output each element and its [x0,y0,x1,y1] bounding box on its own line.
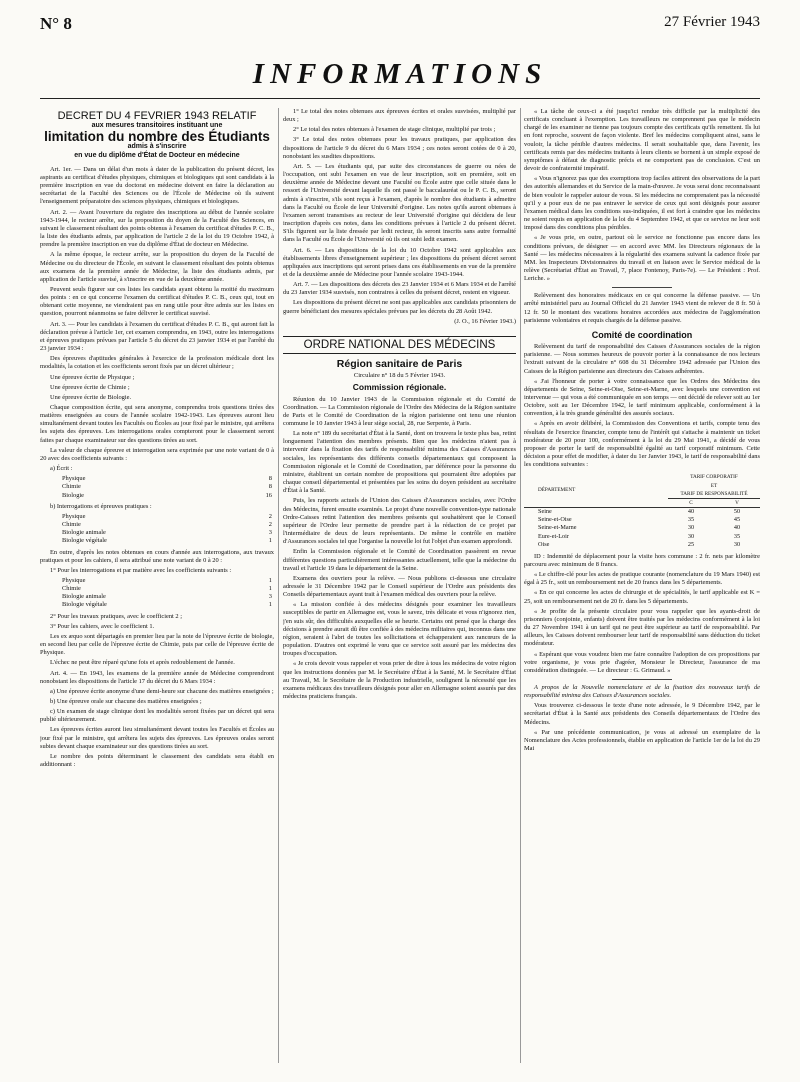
table-cell: Physique [62,512,86,520]
coefficient-table [40,513,274,546]
decret-main-title: limitation du nombre des Étudiants [44,129,270,145]
paragraph: c) Un examen de stage clinique dont les modalités seront fixées par un décret qui sera publié ultérieurement. [40,708,274,724]
table-cell: Biologie animale [62,529,106,537]
table-cell: 8 [268,483,272,491]
paragraph: Art. 2. — Avant l'ouverture du registre des inscriptions au début de l'année scolaire 1943-1944, le recteur arrête, sur la proposition du doyen de la Faculté des Sciences, en suivant le classement résultant des points obtenus à l'examen du certificat d'études P. C. B., la liste des étudiants admis, par application de l'article 2 de la loi du 19 Octobre 1942, à prendre la première inscription en vue du diplôme d'État de docteur en Médecine. [40,208,274,249]
paragraph: Art. 5. — Les étudiants qui, par suite des circonstances de guerre ou nées de l'occupation, ont subi l'examen en vue de leur inscription, soit en première, soit en deuxième année de Médecine devant une Faculté ou École autre que celle située dans le ressort de l'Université devant laquelle ils ont passé le baccalauréat ou le P. C. B., seront admis à s'inscrire, s'ils sont reçus à l'examen, d'après le nombre des étudiants à admettre dans la Faculté ou École de leur Université d'origine. Les notes qu'ils auront obtenues à l'examen seront transmises au recteur de leur Université d'origine qui décidera de leur inscription d'après ces notes, dans les conditions prévues à l'article 2 du présent décret. S'ils figurent sur la liste dressée par ledit recteur, ils seront inscrits sans autre formalité dans la Faculté ou École de l'Université où ils ont subi ledit examen. [283,162,516,244]
column-header-part: ET [710,482,718,489]
paragraph: 3° Le total des notes obtenues pour les travaux pratiques, par application des dispositions de l'article 9 du décret du 6 Mars 1934 ; ces notes seront cotées de 0 à 20, nonobstant les susdites dispositions. [283,136,516,160]
paragraph: A propos de la Nouvelle nomenclature et de la fixation des nouveaux tarifs de responsabilité minima des Caisses d'Assurances sociales. [524,684,760,700]
table-row [40,513,274,521]
column-2 [283,108,516,1068]
column-header: C [668,498,714,507]
table-cell: Seine-et-Oise [538,516,572,524]
table-cell: 1 [268,537,272,545]
paragraph: b) Une épreuve orale sur chacune des matières enseignées ; [50,698,202,705]
paragraph: A la même époque, le recteur arrête, sur la proposition du doyen de la Faculté de Médecine ou du directeur de l'École, en suivant le classement résultant des points obtenus aux examens de la première année de Médecine, la liste des étudiants admis, par application de l'article susvisé, à s'inscrire en vue de la deuxième année. [40,251,274,283]
paragraph: 1° Le total des notes obtenues aux épreuves écrites et orales susvisées, multiplié par deux ; [283,108,516,124]
paragraph: Une épreuve écrite de Chimie ; [50,383,130,391]
paragraph: En outre, d'après les notes obtenues en cours d'année aux interrogations, aux travaux pratiques et pour les cahiers, il sera attribué une note variant de 0 à 20 : [40,548,274,564]
table-cell: Biologie végétale [62,601,107,609]
table-row [524,516,760,524]
table-cell: 1 [268,576,272,584]
table-cell: Biologie végétale [62,537,107,545]
paragraph: 2° Pour les travaux pratiques, avec le coefficient 2 ; [50,612,182,620]
table-row [524,508,760,517]
paragraph: Réunion du 10 Janvier 1943 de la Commission régionale et du Comité de Coordination. — La Commission régionale de l'Ordre des Médecins de la Région sanitaire de Paris et le Comité de Coordination de la région parisienne ont tenu une réunion commune le 10 Janvier 1943 à leur siège social, 28, rue Serpente, à Paris. [283,395,516,427]
coefficient-table [40,475,274,499]
table-cell: 30 [687,524,695,532]
table-cell: 25 [687,540,695,548]
table-row [524,533,760,541]
table-cell: 3 [268,593,272,601]
table-cell: 8 [268,475,272,483]
region-heading: Région sanitaire de Paris [336,358,463,371]
paragraph: Chaque composition écrite, qui sera anonyme, comprendra trois questions tirées des matières enseignées au cours de l'année scolaire 1942-1943. Les épreuves auront lieu simultanément devant toutes les Facultés ou Écoles au jour fixé par le ministre, qui arrêtera les sujets des épreuves. Les interrogations orales compteront pour le classement seront faites par chaque examinateur sur des questions tirées au sort. [40,404,274,444]
section-heading: Comité de coordination [591,329,693,340]
table-cell: 2 [268,512,272,520]
table-row [40,492,274,500]
divider [612,287,672,288]
paragraph: L'échec ne peut être réparé qu'une fois et après redoublement de l'année. [50,659,235,667]
paragraph: Une épreuve écrite de Physique ; [50,373,135,381]
table-cell: Seine [538,508,552,516]
table-row [40,601,274,609]
column-header-part: TARIF CORPORATIF [690,474,738,481]
table-cell: 2 [268,521,272,529]
coefficient-table [40,577,274,610]
paragraph: Art. 7. — Les dispositions des décrets des 23 Janvier 1934 et 6 Mars 1934 et de l'arrêté du 23 Janvier 1934 susvisés, non contraires à celles du présent décret, restent en vigueur. [283,281,516,297]
decret-subtitle: aux mesures transitoires instituant une [91,122,223,130]
table-row [40,585,274,593]
table-cell: 1 [268,601,272,609]
table-cell: Eure-et-Loir [538,532,569,540]
page-title: INFORMATIONS [252,58,548,90]
table-cell: Oise [538,540,550,548]
paragraph: « En ce qui concerne les actes de chirurgie et de spécialités, le tarif applicable est K = 25, soit un remboursement net de 20 fr. dans les 5 départements. [524,589,760,605]
coefficient-group-label: a) Écrit : [50,465,73,473]
table-cell: 30 [687,532,695,540]
table-cell: 40 [733,524,741,532]
paragraph: Des épreuves d'aptitudes générales à l'exercice de la profession médicale dont les modalités, la cotation et les coefficients seront fixés par un décret ultérieur ; [40,355,274,371]
paragraph: Relèvement des honoraires médicaux en ce qui concerne la défense passive. — Un arrêté ministériel paru au Journal Officiel du 21 Janvier 1943 vient de relever de 8 fr. 50 à 12 fr. 50 le montant des vacations horaires accordées aux médecins de l'agglomération parisienne volontaires et requis chargés de la défense passive. [524,292,760,324]
paragraph: Relèvement du tarif de responsabilité des Caisses d'Assurances sociales de la région parisienne. — Nous sommes heureux de pouvoir porter à la connaissance de nos lecteurs l'extrait suivant de la circulaire n° 608 du 31 Décembre 1942 adressée par l'Union des Caisses de la Région parisienne aux directeurs des Caisses adhérentes. [524,343,760,375]
table-cell: Biologie animale [62,593,106,601]
column-header-part: TARIF DE RESPONSABILITÉ [680,490,748,497]
paragraph: Art. 3. — Pour les candidats à l'examen du certificat d'études P. C. B., qui auront fait la déclaration prévue à l'article 1er, cet examen comprendra, en 1943, outre les interrogations et épreuves pratiques prévues par l'article 5 du décret du 23 janvier 1934 et par l'arrêté du 23 janvier 1934 : [40,320,274,353]
paragraph: Art. 6. — Les dispositions de la loi du 10 Octobre 1942 sont applicables aux établissements libres d'enseignement supérieur ; les dispositions du présent décret seront appliquées aux inscriptions qui seront prises dans ces établissements en vue de la première et de la deuxième année de Médecine pour l'année scolaire 1943-1944. [283,246,516,278]
table-row [40,475,274,483]
issue-number: N° 8 [40,14,72,33]
table-cell: 16 [265,491,272,499]
paragraph: « Par une précédente communication, je vous ai adressé un exemplaire de la Nomenclature des Actes professionnels, établie en application de l'article 1er de la loi du 29 Mai [524,728,760,753]
paragraph: Une épreuve écrite de Biologie. [50,393,132,401]
table-row [40,593,274,601]
tariff-table [524,473,760,548]
paragraph: 2° Le total des notes obtenues à l'examen de stage clinique, multiplié par trois ; [293,126,496,134]
paragraph: « Espérant que vous voudrez bien me faire connaître l'adoption de ces propositions par votre organisme, je vous prie d'agréer, Monsieur le Directeur, l'assurance de ma considération distinguée. — Le directeur : G. Grimaud. » [524,650,760,674]
table-row [40,577,274,585]
subsection-heading: Commission régionale. [352,382,447,393]
table-cell: Physique [62,475,86,483]
divider [612,679,672,680]
decret-subtitle: en vue du diplôme d'État de Docteur en médecine [74,151,240,159]
column-divider [278,108,279,1063]
paragraph: Les épreuves écrites auront lieu simultanément devant toutes les Facultés et Écoles au jour fixé par le ministre, qui arrêtera les sujets des épreuves. Les épreuves orales seront subies devant chaque examinateur sur des questions tirées au sort. [40,726,274,750]
table-cell: Chimie [62,483,81,491]
table-cell: Seine-et-Marne [538,524,577,532]
decret-heading [40,112,274,160]
table-cell: 30 [733,540,741,548]
paragraph: Art. 4. — En 1943, les examens de la première année de Médecine comprendront nonobstant les dispositions de l'article 17 du décret du 6 Mars 1934 : [40,669,274,685]
column-header [668,473,760,498]
issue-date: 27 Février 1943 [664,14,760,30]
table-row [524,541,760,549]
decret-subtitle: admis à s'inscrire [127,143,187,151]
paragraph: « Je profite de la présente circulaire pour vous rappeler que les ayants-droit de prisonniers (conjointe, enfants) doivent être traités par les médecins conformément à la loi du 27 Novembre 1941 à un tarif qui ne peut être supérieur au tarif de responsabilité. Par ailleurs, les Caisses doivent rembourser leur tarif de responsabilité sans déduction du ticket modérateur. [524,607,760,648]
paragraph: Les dispositions du présent décret ne sont pas applicables aux candidats prisonniers de guerre bénéficiant des mesures spéciales prévues par les décrets du 28 Août 1942. [283,299,516,315]
coefficient-group-label: b) Interrogations et épreuves pratiques : [50,502,152,510]
table-cell: Chimie [62,585,81,593]
paragraph: ID : Indemnité de déplacement pour la visite hors commune : 2 fr. nets par kilomètre parcouru avec minimum de 8 francs. [524,552,760,568]
table-row [40,529,274,537]
paragraph: 3° Pour les cahiers, avec le coefficient 1. [50,622,155,630]
table-cell: 1 [268,585,272,593]
table-cell: Physique [62,576,86,584]
paragraph: Le nombre des points déterminant le classement des candidats sera établi en additionnant : [40,752,274,769]
decret-title: DECRET DU 4 FEVRIER 1943 RELATIF [57,110,257,122]
column-divider [520,108,521,1063]
table-row [40,537,274,545]
column-header: V [714,498,760,507]
table-row [524,524,760,532]
paragraph: Vous trouverez ci-dessous le texte d'une note adressée, le 9 Décembre 1942, par le secrétariat d'État à la Santé aux présidents des Conseils départementaux de l'Ordre des Médecins. [524,702,760,726]
paragraph: « Le chiffre-clé pour les actes de pratique courante (nomenclature du 19 Mars 1940) est égal à 25 fr., soit un remboursement net de 20 francs dans les 5 départements. [524,571,760,587]
paragraph: La valeur de chaque épreuve et interrogation sera exprimée par une note variant de 0 à 20 avec des coefficients suivants : [40,446,274,462]
table-cell: Biologie [62,491,85,499]
section-heading: ORDRE NATIONAL DES MÉDECINS [283,336,516,354]
table-header-row [524,473,760,498]
paragraph: Examens des ouvriers pour la relève. — Nous publions ci-dessous une circulaire adressée le 31 Décembre 1942 par le Conseil supérieur de l'Ordre aux présidents des Conseils départementaux ayant trait à l'examen médical des ouvriers pour la relève. [283,574,516,599]
paragraph: Art. 1er. — Dans un délai d'un mois à dater de la publication du présent décret, les aspirants au certificat d'études physiques, chimiques et biologiques qui sont candidats à la première inscription en vue du doctorat en médecine doivent en faire la déclaration au secrétariat de la Faculté des Sciences ou de l'École de Médecine où ils suivent l'enseignement préparatoire des sciences physiques, chimiques et biologiques. [40,165,274,206]
table-cell: 35 [733,532,741,540]
paragraph: « Après en avoir délibéré, la Commission des Conventions et tarifs, compte tenu des résultats de l'exercice financier, compte tenu de l'intérêt qui s'attache à maintenir un ticket modérateur de 20 pour 100, conformément à la loi du 29 Mai 1941, a décidé de vous proposer de porter le tarif de responsabilité égalité au tarif corporatif minimum. Cette décision a pour effet de modifier, à dater du 1er Janvier 1943, le tarif de responsabilité dans les conditions suivantes : [524,420,760,469]
table-cell: 50 [733,508,741,516]
paragraph: Peuvent seuls figurer sur ces listes les candidats ayant obtenu la moitié du maximum des points : en ce qui concerne l'examen du certificat d'études P. C. B., ceux qui, tout en obtenant cette moyenne, ne viendraient pas en rang utile pour être admis sur les listes en question, pourront néanmoins se faire délivrer le certificat susvisé. [40,285,274,318]
paragraph: « La mission confiée à des médecins désignés pour examiner les travailleurs susceptibles de partir en Allemagne est, vous le savez, très délicate et vous n'ignorez rien, j'en suis sûr, des difficultés auxquelles elle se heurte. Certains ont pensé que la charge des décisions à prendre aurait dû être confiée à des médecins militaires qui, inconnus dans une région, seraient à l'abri de toutes les sollicitations et échapperaient aux rancœurs de la population. D'autres ont exprimé le vœu que ce service soit assuré par les médecins des troupes d'occupation. [283,601,516,658]
column-3 [524,108,760,1068]
paragraph: 1° Pour les interrogations et par matière avec les coefficients suivants : [50,566,232,574]
paragraph: Les ex æquo sont départagés en premier lieu par la note de l'épreuve écrite de biologie, en second lieu par celle de l'épreuve écrite de Chimie, puis par celle de l'épreuve écrite de Physique. [40,632,274,657]
paragraph: « Je vous prie, en outre, partout où le service ne fonctionne pas encore dans les conditions prévues, de désigner — en accord avec MM. les Directeurs régionaux de la Santé — les médecins nécessaires à la régularité des examens suivant la cadence fixée par MM. les Inspecteurs Divisionnaires du travail et en liaison avec le Service médical de la relève (Secrétariat d'État au Travail, 7, place Fontenoy, Paris-7e). — Le Président : Prof. Leriche. » [524,234,760,283]
paragraph: « J'ai l'honneur de porter à votre connaissance que les Ordres des Médecins des départements de Seine, Seine-et-Oise, Seine-et-Marne, avec lesquels une convention est intervenue — qui vous a été communiquée en son temps — ont décidé de relever soit au 1er Octobre, soit au 1er Décembre 1942, le tarif minimum applicable, conformément à la convention, à la très grande généralité des assurés sociaux. [524,377,760,418]
source-citation: (J. O., 16 Février 1943.) [454,317,516,325]
paragraph: « Je crois devoir vous rappeler et vous prier de dire à tous les médecins de votre région que les instructions données par M. le Secrétaire d'État à la Santé, M. le Secrétaire d'État au Travail, M. le Secrétaire de la Production industrielle, soulignent la nécessité que les examens médicaux des travailleurs désignés pour aller en Allemagne soient assurés par des médecins praticiens français. [283,660,516,700]
column-header: DÉPARTEMENT [524,473,668,507]
paragraph: Puis, les rapports actuels de l'Union des Caisses d'Assurances sociales, avec l'Ordre des Médecins, furent ensuite examinés. Le projet d'une nouvelle convention-type nationale Ordre-Caisses retint l'attention des membres présents qui souhaitèrent que le Conseil supérieur de l'Ordre leur permette de prendre part à la rédaction de ce projet par l'intermédiaire de deux de leurs représentants. De même le contrôle en matière d'Assurances sociales tel que l'organise la nouvelle loi fut l'objet d'un examen approfondi. [283,497,516,546]
table-cell: 3 [268,529,272,537]
column-1 [40,108,274,1068]
table-row [40,483,274,491]
paragraph: Enfin la Commission régionale et le Comité de Coordination passèrent en revue différentes questions particulièrement intéressantes actuellement, telle que la médecine du travail et l'article 19 dans le département de la Seine. [283,548,516,572]
page-header [40,14,760,36]
table-cell: 45 [733,516,741,524]
paragraph: La note n° 189 du secrétariat d'État à la Santé, dont on trouvera le texte plus bas, retint longuement l'attention des membres présents. Bien que les médecins n'aient pas à intervenir dans la fixation des tarifs de responsabilité minima des Caisses d'Assurances sociales, les représentants des différents conseils départementaux qui composent la Commission régionale et le Comité de Coordination, par déférence pour la personne du ministre, établirent un certain nombre de propositions qui pourraient être adoptées par chaque conseil départemental et présentées par les soins du doyen président au secrétaire d'État à la Santé. [283,430,516,495]
title-rule [40,98,760,99]
paragraph: a) Une épreuve écrite anonyme d'une demi-heure sur chacune des matières enseignées ; [50,687,274,695]
table-row [40,521,274,529]
table-cell: 40 [687,508,695,516]
table-cell: Chimie [62,521,81,529]
paragraph: « La tâche de ceux-ci a été jusqu'ici rendue très difficile par la multiplicité des certificats concluant à l'exemption. Les travailleurs ne comprennent pas que le médecin chargé de les examiner ne tienne pas toujours compte des certificats qu'ils remettent. Ils lui en font reproche, souvent de façon violente. Bref les médecins compliquent ainsi, sans le vouloir, la tâche pénible d'autres médecins. Il serait souhaitable que, dans l'avenir, les certificats remis par des médecins traitants à leurs clients se bornent à un simple exposé de symptômes à défaut de diagnostic précis et ne comportent pas de conclusion. C'est un devoir de confraternité impératif. [524,108,760,173]
circular-reference: Circulaire n° 18 du 5 Février 1943. [353,372,446,380]
table-cell: 35 [687,516,695,524]
paragraph: « Vous n'ignorez pas que des exemptions trop faciles attirent des observations de la part des autorités allemandes et du Service de la main-d'œuvre. Je vous serai donc reconnaissant de bien vouloir le rappeler autour de vous. Si les médecins ne comprenaient pas la nécessité qu'il y a pour eux de ne pas entraver le service de ceux qui sont désignés pour assurer l'examen médical dans les conditions sus-indiquées, il est fort à craindre que les médecins ne soient requis en application de la loi du 4 Septembre 1942, et que ce service ne leur soit imposé dans des conditions plus pénibles. [524,175,760,232]
